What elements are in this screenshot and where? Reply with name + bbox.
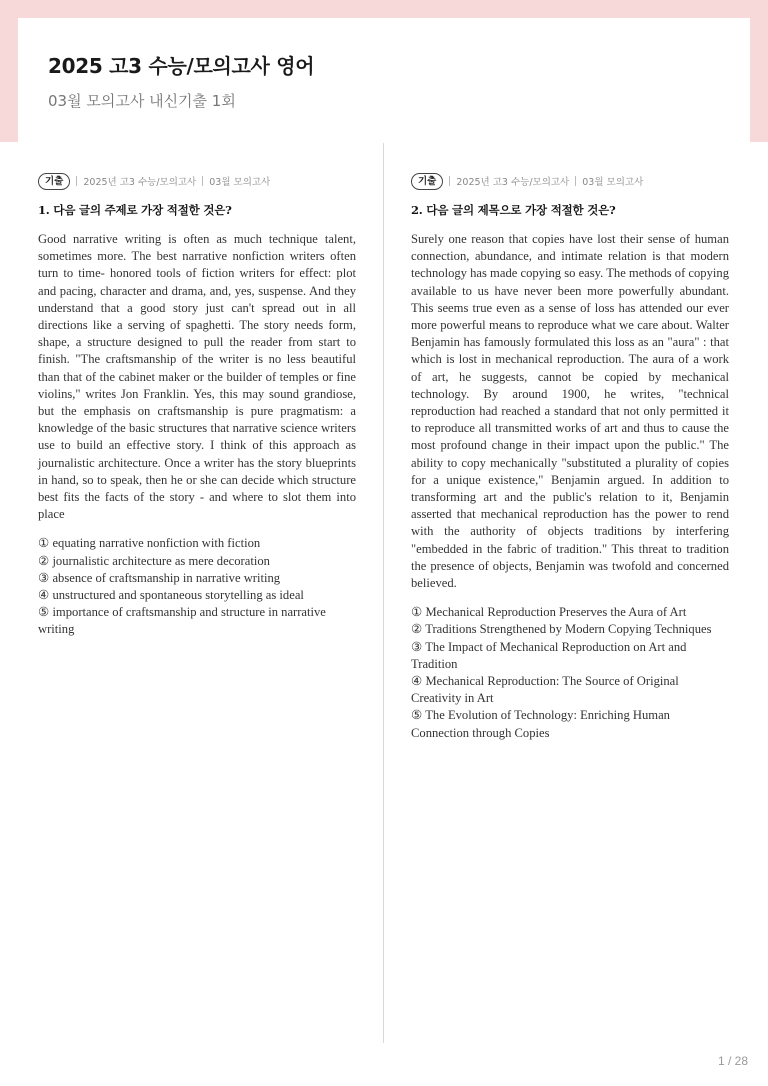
answer-choice-1[interactable]: ① equating narrative nonfiction with fiction	[38, 536, 261, 551]
question-title: 2. 다음 글의 제목으로 가장 적절한 것은?	[411, 203, 616, 217]
meta-separator	[76, 176, 77, 186]
question-month: 03월 모의고사	[209, 177, 271, 188]
question-tag: 기출	[411, 173, 443, 190]
question-meta-row	[38, 171, 356, 191]
header-card	[18, 18, 750, 142]
question-exam: 2025년 고3 수능/모의고사	[83, 177, 197, 188]
answer-choice-5[interactable]: ⑤ The Evolution of Technology: Enriching Human Connection through Copies	[411, 708, 670, 740]
meta-separator	[202, 176, 203, 186]
question-tag: 기출	[38, 173, 70, 190]
question-meta-row	[411, 171, 729, 191]
question-title: 1. 다음 글의 주제로 가장 적절한 것은?	[38, 203, 232, 217]
answer-choice-2[interactable]: ② Traditions Strengthened by Modern Copying Techniques	[411, 622, 712, 637]
column-divider	[383, 143, 384, 1043]
answer-choice-2[interactable]: ② journalistic architecture as mere decoration	[38, 553, 270, 568]
answer-choice-1[interactable]: ① Mechanical Reproduction Preserves the Aura of Art	[411, 605, 687, 620]
page-number: 1 / 28	[717, 1054, 748, 1068]
question-month: 03월 모의고사	[582, 177, 644, 188]
answer-choice-3[interactable]: ③ absence of craftsmanship in narrative writing	[38, 570, 281, 585]
question-exam: 2025년 고3 수능/모의고사	[456, 177, 570, 188]
answer-choice-4[interactable]: ④ unstructured and spontaneous storytelling as ideal	[38, 588, 304, 603]
meta-separator	[449, 176, 450, 186]
question-1	[38, 171, 356, 639]
answer-choice-3[interactable]: ③ The Impact of Mechanical Reproduction on Art and Tradition	[411, 639, 687, 671]
meta-separator	[575, 176, 576, 186]
page-subtitle: 03월 모의고사 내신기출 1회	[48, 92, 236, 110]
page-title: 2025 고3 수능/모의고사 영어	[48, 54, 315, 78]
question-passage: Good narrative writing is often as much technique talent, sometimes more. The best narrative nonfiction writers often turn to time- honored tools of fiction writers for effect: plot and pacing, character and drama, and, yes, suspense. And they understand that a good story just can't spread out in all directions like a serving of spaghetti. The story needs form, shape, a structure designed to pull the reader from start to finish. "The craftsmanship of the writer is no less beautiful than that of the cabinet maker or the builder of temples or fine violins," writes Jon Franklin. Yes, this may sound grandiose, but the emphasis on craftsmanship is pure pragmatism: a knowledge of the basic structures that narrative science writers use to build an effective story. I think of this approach as journalistic architecture. Once a writer has the story blueprints in hand, so to speak, then he or she can decide which structure best fits the facts of the story - and where to slot them into place	[38, 232, 356, 522]
answer-choice-4[interactable]: ④ Mechanical Reproduction: The Source of Original Creativity in Art	[411, 674, 679, 706]
answer-choice-5[interactable]: ⑤ importance of craftsmanship and structure in narrative writing	[38, 605, 326, 637]
question-passage: Surely one reason that copies have lost their sense of human connection, abundance, and intimate relation is that modern technology has made copying so easy. The methods of copying available to us have never been more powerfully abundant. This seems true even as a sense of loss has attended our ever more powerful means to reproduce what we care about. Walter Benjamin has famously formulated this loss as an "aura" : that which is lost in mechanical reproduction. The aura of a work of art, he suggests, cannot be copied by mechanical technology. By around 1900, he writes, "technical reproduction had reached a standard that not only permitted it to reproduce all transmitted works of art and thus to cause the most profound change in their impact upon the public." The ability to copy mechanically "substituted a plurality of copies for a unique existence," Benjamin argued. In addition to transforming art and the public's relation to it, Benjamin asserted that mechanical reproduction has the power to rend with the authority of objects traditions by interfering "embedded in the fabric of tradition." This threat to tradition the presence of objects, Benjamin was twofold and concerned believed.	[411, 232, 729, 591]
answer-choices	[38, 535, 356, 638]
question-2	[411, 171, 729, 742]
answer-choices	[411, 604, 729, 742]
